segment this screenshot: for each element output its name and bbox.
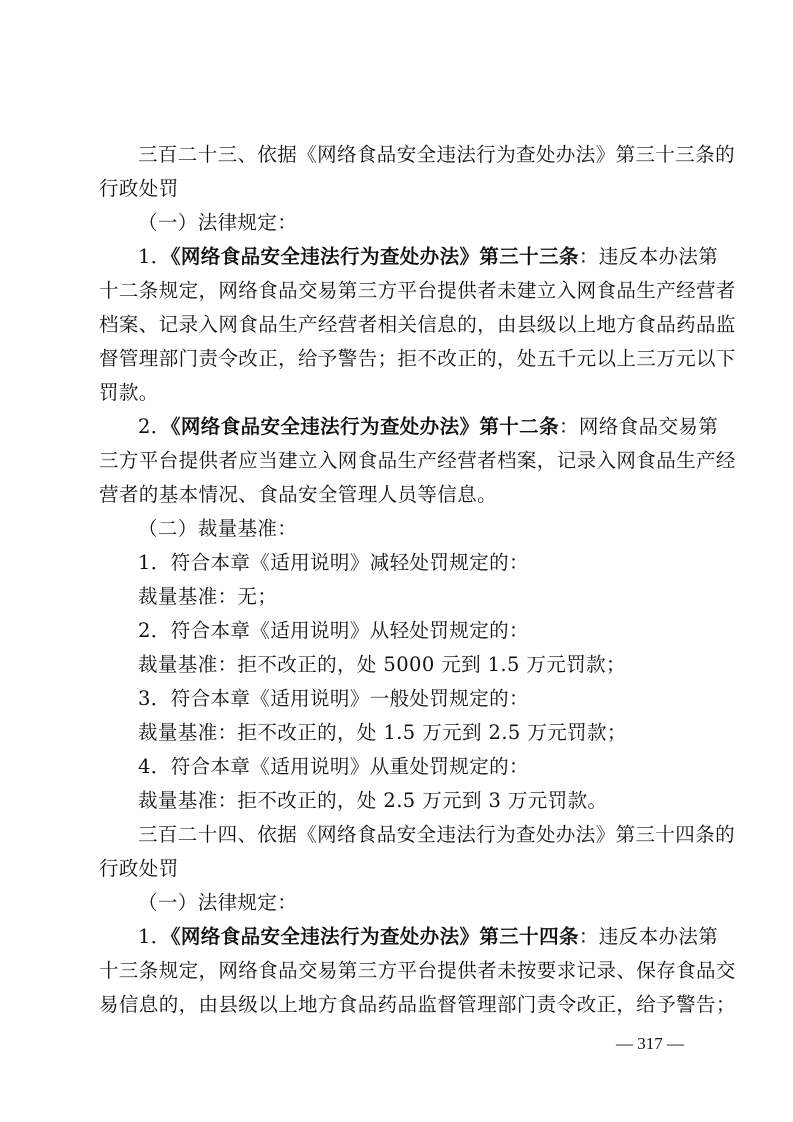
provision-text: ：违反本办法第	[578, 925, 719, 948]
provision-title: 《网络食品安全违法行为查处办法》第三十四条	[170, 925, 579, 948]
subsection-legal-provisions-2: （一）法律规定：	[138, 891, 298, 914]
provision-2-line1	[138, 410, 738, 444]
standard-3-condition: 3．符合本章《适用说明》一般处罚规定的：	[138, 687, 529, 710]
subsection-discretion-standards: （二）裁量基准：	[138, 517, 298, 540]
provision-2-line2: 三方平台提供者应当建立入网食品生产经营者档案，记录入网食品生产经	[99, 449, 736, 472]
standard-3-value: 裁量基准：拒不改正的，处 1.5 万元到 2.5 万元罚款；	[138, 721, 627, 744]
provision-324-1-line3: 易信息的，由县级以上地方食品药品监督管理部门责令改正，给予警告；	[99, 993, 736, 1016]
provision-324-1-line2: 十三条规定，网络食品交易第三方平台提供者未按要求记录、保存食品交	[99, 959, 736, 982]
standard-1-condition: 1．符合本章《适用说明》减轻处罚规定的：	[138, 551, 529, 574]
section-323-heading-line2: 行政处罚	[99, 177, 179, 200]
section-324-heading-line1: 三百二十四、依据《网络食品安全违法行为查处办法》第三十四条的	[138, 823, 736, 846]
provision-text: ：违反本办法第	[578, 245, 719, 268]
standard-2-condition: 2．符合本章《适用说明》从轻处罚规定的：	[138, 619, 529, 642]
provision-1-line1	[138, 240, 738, 274]
standard-2-value: 裁量基准：拒不改正的，处 5000 元到 1.5 万元罚款；	[138, 653, 626, 676]
section-323-heading-line1: 三百二十三、依据《网络食品安全违法行为查处办法》第三十三条的	[138, 143, 736, 166]
provision-number: 1．	[138, 245, 171, 268]
page-number: — 317 —	[616, 1034, 684, 1053]
provision-number: 1．	[138, 925, 171, 948]
standard-1-value: 裁量基准：无；	[138, 585, 278, 608]
provision-1-line4: 督管理部门责令改正，给予警告；拒不改正的，处五千元以上三万元以下	[99, 347, 736, 370]
standard-4-value: 裁量基准：拒不改正的，处 2.5 万元到 3 万元罚款。	[138, 789, 608, 812]
standard-4-condition: 4．符合本章《适用说明》从重处罚规定的：	[138, 755, 529, 778]
provision-1-line2: 十二条规定，网络食品交易第三方平台提供者未建立入网食品生产经营者	[99, 279, 736, 302]
provision-title: 《网络食品安全违法行为查处办法》第三十三条	[170, 245, 579, 268]
subsection-legal-provisions: （一）法律规定：	[138, 211, 298, 234]
provision-1-line3: 档案、记录入网食品生产经营者相关信息的，由县级以上地方食品药品监	[99, 313, 736, 336]
provision-2-line3: 营者的基本情况、食品安全管理人员等信息。	[99, 483, 498, 506]
provision-title: 《网络食品安全违法行为查处办法》第十二条	[170, 415, 559, 438]
provision-text: ：网络食品交易第	[558, 415, 719, 438]
provision-number: 2．	[138, 415, 171, 438]
provision-1-line5: 罚款。	[99, 381, 159, 404]
section-324-heading-line2: 行政处罚	[99, 857, 179, 880]
provision-324-1-line1	[138, 920, 738, 954]
